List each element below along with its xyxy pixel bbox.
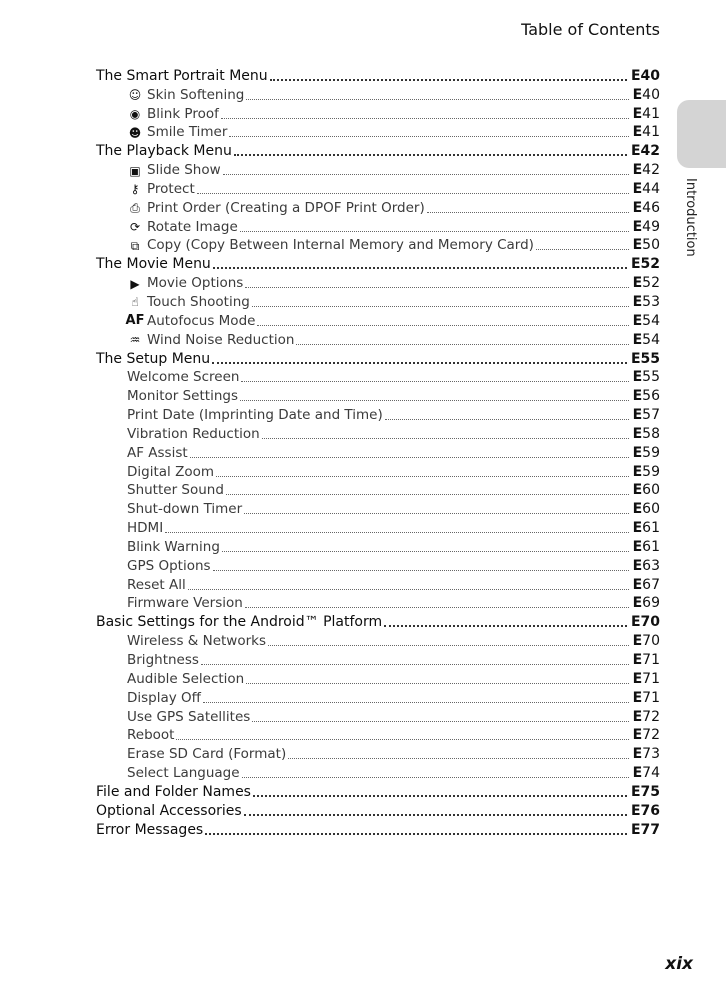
toc-entry-label: Vibration Reduction (127, 425, 260, 442)
toc-entry-label: Autofocus Mode (147, 312, 256, 329)
toc-page-number: 72 (642, 708, 660, 725)
blink-proof-icon: ◉ (129, 107, 141, 122)
toc-page-number: 75 (640, 783, 660, 800)
toc-entry-label: The Setup Menu (96, 350, 211, 367)
reference-section-icon: E (632, 388, 642, 405)
toc-page-number: 59 (642, 463, 660, 480)
reference-section-icon: E (632, 369, 642, 386)
toc-subentry[interactable] (96, 104, 660, 123)
toc-entry-label: HDMI (127, 520, 164, 537)
dot-leader (216, 475, 629, 477)
reference-section-icon: E (632, 199, 642, 216)
dot-leader (188, 588, 629, 590)
toc-entry-label: File and Folder Names (96, 783, 251, 800)
toc-entry-label: Blink Warning (127, 538, 220, 555)
toc-entry-label: Select Language (127, 765, 240, 782)
movie-options-icon: ▶ (130, 276, 140, 291)
toc-page-ref (633, 218, 660, 236)
toc-entry-label: Copy (Copy Between Internal Memory and Memory Card) (147, 237, 534, 254)
toc-page-number: 54 (642, 312, 660, 329)
toc-page-ref (633, 689, 660, 707)
dot-leader (296, 343, 628, 345)
toc-subentry[interactable] (96, 273, 660, 292)
dot-leader (221, 117, 629, 119)
toc-subentry[interactable] (96, 443, 660, 462)
skin-softening-icon: ☺ (128, 88, 142, 103)
toc-entry-label: Rotate Image (147, 218, 238, 235)
toc-page-number: 42 (640, 143, 660, 160)
toc-page-ref (633, 538, 660, 556)
reference-section-icon: E (630, 350, 640, 367)
toc-subentry[interactable] (96, 368, 660, 387)
toc-page-ref (631, 350, 660, 368)
toc-page-ref (631, 783, 660, 801)
touch-shooting-icon: ☝ (131, 295, 139, 310)
toc-subentry[interactable] (96, 160, 660, 179)
toc-page-ref (633, 86, 660, 104)
reference-section-icon: E (632, 670, 642, 687)
toc-subentry[interactable] (96, 424, 660, 443)
toc-page-ref (633, 387, 660, 405)
reference-section-icon: E (632, 331, 642, 348)
toc-entry-label: Shut-down Timer (127, 501, 243, 518)
dot-leader (190, 456, 629, 458)
toc-page-ref (633, 180, 660, 198)
toc-subentry[interactable] (96, 405, 660, 424)
toc-page-number: 54 (642, 331, 660, 348)
toc-page-number: 49 (642, 218, 660, 235)
toc-page-ref (633, 726, 660, 744)
toc-page-number: 77 (640, 821, 660, 838)
reference-section-icon: E (632, 652, 642, 668)
toc-page-number: 59 (642, 444, 660, 461)
toc-page-number: 63 (642, 557, 660, 574)
dot-leader (176, 738, 628, 740)
dot-leader (268, 644, 629, 646)
reference-section-icon: E (632, 218, 642, 235)
toc-entry-label: Use GPS Satellites (127, 708, 251, 725)
dot-leader (203, 701, 629, 703)
toc-page-number: 40 (640, 67, 660, 84)
toc-entry-label: Reboot (127, 727, 175, 744)
reference-section-icon: E (632, 425, 642, 442)
toc-page-number: 41 (642, 105, 660, 122)
toc-entry-label: Firmware Version (127, 595, 243, 612)
toc-entry-label: Brightness (127, 652, 199, 668)
toc-entry-label: Print Order (Creating a DPOF Print Order) (147, 199, 425, 216)
toc-page-ref (633, 632, 660, 650)
dot-leader (240, 230, 629, 232)
toc-entry-label: Audible Selection (127, 670, 245, 687)
rotate-image-icon: ⟳ (129, 220, 141, 235)
toc-section-entry[interactable] (96, 782, 660, 801)
reference-section-icon: E (632, 444, 642, 461)
reference-section-icon: E (632, 520, 642, 537)
dot-leader (213, 266, 627, 269)
toc-subentry[interactable] (96, 85, 660, 104)
dot-leader (244, 512, 628, 514)
toc-page-ref (631, 67, 660, 85)
toc-entry-label: AF Assist (127, 444, 188, 461)
dot-leader (201, 663, 629, 665)
toc-page-ref (631, 802, 660, 820)
toc-page-ref (633, 651, 660, 669)
toc-entry-label: Digital Zoom (127, 463, 214, 480)
reference-section-icon: E (632, 557, 642, 574)
toc-page-number: 71 (642, 689, 660, 706)
toc-subentry[interactable] (96, 707, 660, 726)
toc-entry-label: Erase SD Card (Format) (127, 746, 287, 763)
dot-leader (384, 624, 627, 627)
reference-section-icon: E (632, 162, 642, 179)
dot-leader (427, 211, 629, 213)
toc-page-ref (633, 745, 660, 763)
dot-leader (252, 305, 629, 307)
dot-leader (245, 286, 628, 288)
dot-leader (165, 531, 628, 533)
print-order-icon: ⎙ (130, 201, 140, 216)
toc-page-ref (633, 444, 660, 462)
toc-section-entry[interactable] (96, 612, 660, 631)
reference-section-icon: E (632, 407, 642, 424)
reference-section-icon: E (630, 67, 640, 84)
toc-page-number: 50 (642, 237, 660, 254)
reference-section-icon: E (632, 633, 642, 650)
toc-page-number: 44 (642, 180, 660, 197)
reference-section-icon: E (632, 576, 642, 593)
toc-subentry[interactable] (96, 669, 660, 688)
toc-entry-label: Shutter Sound (127, 482, 224, 499)
dot-leader (385, 418, 629, 420)
toc-page-number: 46 (642, 199, 660, 216)
toc-page-ref (633, 105, 660, 123)
reference-section-icon: E (632, 727, 642, 744)
dot-leader (246, 682, 628, 684)
toc-page-number: 70 (642, 633, 660, 650)
dot-leader (205, 832, 627, 835)
reference-section-icon: E (632, 275, 642, 292)
toc-section-entry[interactable] (96, 254, 660, 273)
toc-subentry[interactable] (96, 292, 660, 311)
toc-subentry[interactable] (96, 556, 660, 575)
toc-page-ref (633, 481, 660, 499)
toc-page-ref (631, 142, 660, 160)
reference-section-icon: E (632, 538, 642, 555)
toc-section-entry[interactable] (96, 349, 660, 368)
reference-section-icon: E (632, 105, 642, 122)
toc-page-number: 52 (640, 256, 660, 273)
toc-subentry[interactable] (96, 744, 660, 763)
wind-noise-icon: ♒ (129, 333, 141, 348)
toc-entry-label: Blink Proof (147, 105, 219, 122)
slide-show-icon: ▣ (129, 163, 141, 178)
toc-page-number: 42 (642, 162, 660, 179)
toc-page-ref (633, 123, 660, 141)
section-tab[interactable] (677, 100, 726, 168)
toc-page-number: 58 (642, 425, 660, 442)
toc-page-ref (633, 199, 660, 217)
toc-subentry[interactable] (96, 537, 660, 556)
toc-page-ref (631, 821, 660, 839)
toc-page-ref (633, 594, 660, 612)
toc-entry-label: Error Messages (96, 821, 204, 838)
toc-entry-label: Touch Shooting (147, 293, 250, 310)
dot-leader (222, 550, 629, 552)
dot-leader (234, 153, 627, 156)
toc-subentry[interactable] (96, 481, 660, 500)
toc-page-ref (633, 274, 660, 292)
reference-section-icon: E (632, 689, 642, 706)
toc-page-number: 74 (642, 765, 660, 782)
toc-page-number: 67 (642, 576, 660, 593)
toc-page-number: 53 (642, 293, 660, 310)
reference-section-icon: E (632, 124, 642, 141)
dot-leader (212, 361, 627, 364)
toc-page-number: 55 (640, 350, 660, 367)
toc-page-ref (633, 236, 660, 254)
toc-section-entry[interactable] (96, 66, 660, 85)
dot-leader (253, 794, 627, 797)
toc-page-number: 73 (642, 746, 660, 763)
toc-subentry[interactable] (96, 518, 660, 537)
toc-entry-label: Wireless & Networks (127, 633, 266, 650)
dot-leader (244, 813, 627, 816)
reference-section-icon: E (630, 614, 640, 631)
toc-page-number: 71 (642, 652, 660, 668)
toc-subentry[interactable] (96, 236, 660, 255)
toc-subentry[interactable] (96, 499, 660, 518)
section-tab-text: Introduction (683, 178, 698, 257)
toc-section-entry[interactable] (96, 141, 660, 160)
toc-subentry[interactable] (96, 763, 660, 782)
toc-page-ref (633, 293, 660, 311)
reference-section-icon: E (632, 501, 642, 518)
toc-page-number: 57 (642, 407, 660, 424)
toc-entry-label: Slide Show (147, 162, 221, 179)
dot-leader (536, 248, 629, 250)
toc-entry-label: Wind Noise Reduction (147, 331, 295, 348)
toc-entry-label: Optional Accessories (96, 802, 242, 819)
page-number: xix (665, 954, 693, 974)
toc-entry-label: Basic Settings for the Android™ Platform (96, 614, 383, 631)
toc-subentry[interactable] (96, 631, 660, 650)
toc-subentry[interactable] (96, 726, 660, 745)
toc-entry-label: Skin Softening (147, 86, 245, 103)
toc-entry-label: Movie Options (147, 275, 244, 292)
toc-page-number: 71 (642, 670, 660, 687)
toc-page-number: 41 (642, 124, 660, 141)
page-header-title: Table of Contents (521, 20, 660, 39)
reference-section-icon: E (630, 802, 640, 819)
dot-leader (223, 173, 629, 175)
toc-page-ref (633, 331, 660, 349)
reference-section-icon: E (632, 746, 642, 763)
toc-entry-label: The Smart Portrait Menu (96, 67, 268, 84)
reference-section-icon: E (632, 180, 642, 197)
toc-page-number: 55 (642, 369, 660, 386)
toc-page-ref (633, 764, 660, 782)
reference-section-icon: E (632, 482, 642, 499)
toc-page-ref (633, 670, 660, 688)
toc-page-ref (633, 425, 660, 443)
section-tab-label (680, 178, 700, 268)
toc-page-number: 72 (642, 727, 660, 744)
dot-leader (270, 78, 627, 81)
toc-page-number: 56 (642, 388, 660, 405)
dot-leader (246, 98, 628, 100)
toc-page-ref (631, 255, 660, 273)
toc-page-number: 52 (642, 275, 660, 292)
toc-page-ref (633, 708, 660, 726)
toc-page-ref (633, 500, 660, 518)
dot-leader (242, 776, 629, 778)
reference-section-icon: E (632, 595, 642, 612)
toc-section-entry[interactable] (96, 801, 660, 820)
smile-timer-icon: ☻ (128, 125, 142, 140)
reference-section-icon: E (630, 256, 640, 273)
reference-section-icon: E (632, 708, 642, 725)
reference-section-icon: E (632, 765, 642, 782)
toc-page-ref (633, 519, 660, 537)
toc-subentry[interactable] (96, 688, 660, 707)
toc-entry-label: Protect (147, 180, 195, 197)
dot-leader (252, 720, 628, 722)
dot-leader (245, 606, 629, 608)
toc-page-ref (633, 161, 660, 179)
toc-page-ref (633, 406, 660, 424)
reference-section-icon: E (632, 463, 642, 480)
toc-page-number: 61 (642, 538, 660, 555)
toc-subentry[interactable] (96, 198, 660, 217)
dot-leader (288, 757, 628, 759)
copy-icon: ⧉ (130, 238, 140, 253)
toc-page-number: 61 (642, 520, 660, 537)
toc-page-ref (633, 463, 660, 481)
dot-leader (241, 380, 628, 382)
toc-subentry[interactable] (96, 311, 660, 330)
reference-section-icon: E (632, 293, 642, 310)
dot-leader (226, 493, 629, 495)
toc-subentry[interactable] (96, 386, 660, 405)
toc-entry-label: Smile Timer (147, 124, 228, 141)
toc-entry-label: GPS Options (127, 557, 211, 574)
toc-section-entry[interactable] (96, 820, 660, 839)
toc-entry-label: The Playback Menu (96, 143, 232, 160)
reference-section-icon: E (630, 143, 640, 160)
toc-subentry[interactable] (96, 462, 660, 481)
toc-subentry[interactable] (96, 594, 660, 613)
toc-page-number: 70 (640, 614, 660, 631)
toc-subentry[interactable] (96, 217, 660, 236)
toc-page-ref (631, 613, 660, 631)
toc-entry-label: Monitor Settings (127, 388, 238, 405)
toc-page-number: 60 (642, 501, 660, 518)
toc-page-number: 76 (640, 802, 660, 819)
toc-entry-label: The Movie Menu (96, 256, 211, 273)
toc-entry-label: Reset All (127, 576, 186, 593)
dot-leader (257, 324, 628, 326)
autofocus-mode-icon: AF (125, 313, 145, 329)
dot-leader (262, 437, 629, 439)
dot-leader (213, 569, 629, 571)
toc-entry-label: Print Date (Imprinting Date and Time) (127, 407, 383, 424)
toc-subentry[interactable] (96, 123, 660, 142)
reference-section-icon: E (632, 237, 642, 254)
reference-section-icon: E (630, 821, 640, 838)
toc-entry-label: Display Off (127, 689, 201, 706)
reference-section-icon: E (632, 86, 642, 103)
toc-page-ref (633, 368, 660, 386)
toc-subentry[interactable] (96, 179, 660, 198)
toc-page-number: 60 (642, 482, 660, 499)
toc-subentry[interactable] (96, 575, 660, 594)
protect-icon: ⚷ (130, 182, 140, 197)
table-of-contents (96, 66, 660, 839)
dot-leader (240, 399, 629, 401)
toc-subentry[interactable] (96, 650, 660, 669)
toc-page-ref (633, 312, 660, 330)
toc-page-ref (633, 557, 660, 575)
toc-page-number: 40 (642, 86, 660, 103)
toc-page-ref (633, 576, 660, 594)
dot-leader (197, 192, 629, 194)
dot-leader (229, 135, 628, 137)
toc-entry-label: Welcome Screen (127, 369, 240, 386)
toc-page-number: 69 (642, 595, 660, 612)
reference-section-icon: E (630, 783, 640, 800)
toc-subentry[interactable] (96, 330, 660, 349)
reference-section-icon: E (632, 312, 642, 329)
